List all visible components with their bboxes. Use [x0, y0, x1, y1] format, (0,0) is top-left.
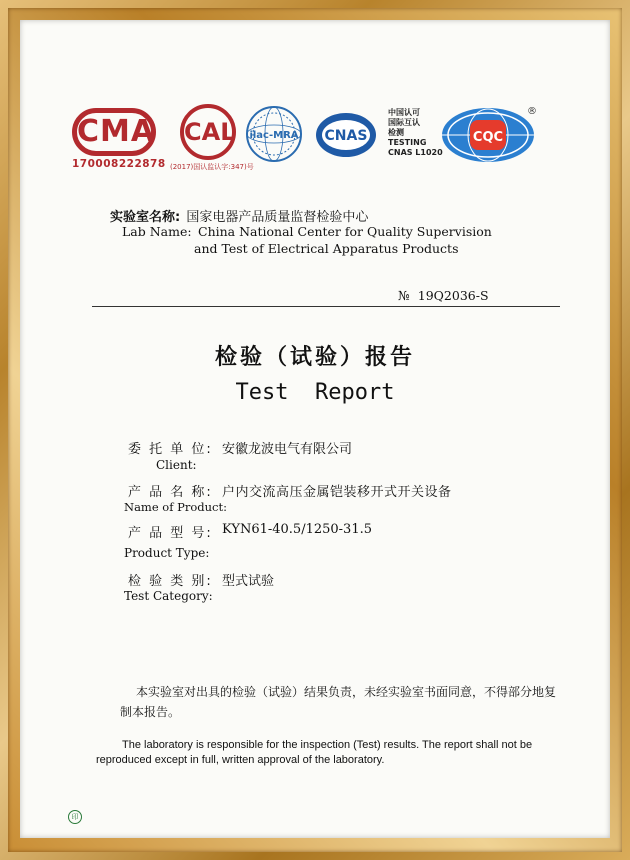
cnas-line-1: 中国认可 — [388, 108, 420, 117]
title-en: Test Report — [235, 380, 395, 405]
client-label-cn: 委 托 单 位: — [128, 442, 213, 457]
lab-label-en: Lab Name: — [122, 224, 192, 239]
product-type-label-cn: 产 品 型 号: — [128, 526, 213, 541]
product-name-label-cn: 产 品 名 称: — [128, 485, 213, 500]
test-category-value: 型式试验 — [222, 574, 275, 589]
cma-number: 170008222878 — [72, 158, 166, 170]
cal-note: (2017)国认监认字:347)号 — [170, 163, 254, 171]
certificate-paper — [20, 20, 610, 838]
lab-name-cn-row — [110, 206, 368, 225]
cma-mark: CMA — [72, 108, 156, 156]
report-number: № 19Q2036-S — [398, 288, 489, 303]
registered-mark: ® — [527, 106, 537, 117]
cnas-accreditation-text — [388, 108, 443, 158]
cnas-line-4: TESTING — [388, 138, 427, 147]
cqc-logo — [440, 106, 536, 164]
cnas-line-3: 检测 — [388, 128, 404, 137]
test-category-label-cn: 检 验 类 别: — [128, 574, 213, 589]
lab-name-cn: 国家电器产品质量监督检验中心 — [186, 210, 369, 225]
header-divider — [92, 306, 560, 307]
ilac-mra-text: ilac-MRA — [249, 130, 299, 141]
cnas-mark-text: CNAS — [324, 128, 368, 144]
cnas-line-2: 国际互认 — [388, 118, 420, 127]
product-type-value: KYN61-40.5/1250-31.5 — [222, 522, 373, 537]
client-label-en: Client: — [156, 458, 197, 472]
test-category-label-en: Test Category: — [124, 589, 213, 603]
notice-en: The laboratory is responsible for the inspection (Test) results. The report shall not be reproduced except in full, written approval of the laboratory. — [96, 739, 533, 766]
notice-cn: 本实验室对出具的检验（试验）结果负责，未经实验室书面同意，不得部分地复制本报告。 — [120, 685, 557, 719]
lab-name-en-line-2: and Test of Electrical Apparatus Products — [194, 241, 459, 256]
cma-logo — [72, 108, 166, 170]
cnas-line-5: CNAS L1020 — [388, 148, 443, 157]
client-value: 安徽龙波电气有限公司 — [222, 442, 353, 457]
cnas-logo — [314, 110, 378, 160]
product-name-value: 户内交流高压金属铠装移开式开关设备 — [222, 485, 452, 500]
cal-mark: CAL — [180, 104, 236, 160]
title-cn: 检验（试验）报告 — [214, 345, 415, 370]
cqc-mark-text: CQC — [472, 130, 504, 145]
lab-label-cn: 实验室名称: — [110, 210, 181, 225]
lab-name-en-line-1: China National Center for Quality Supervision — [198, 224, 492, 239]
cal-logo — [170, 104, 254, 172]
corner-stamp: 印 — [68, 810, 82, 824]
product-type-label-en: Product Type: — [124, 546, 210, 560]
ilac-mra-logo — [244, 104, 304, 164]
product-name-label-en: Name of Product: — [124, 500, 227, 514]
